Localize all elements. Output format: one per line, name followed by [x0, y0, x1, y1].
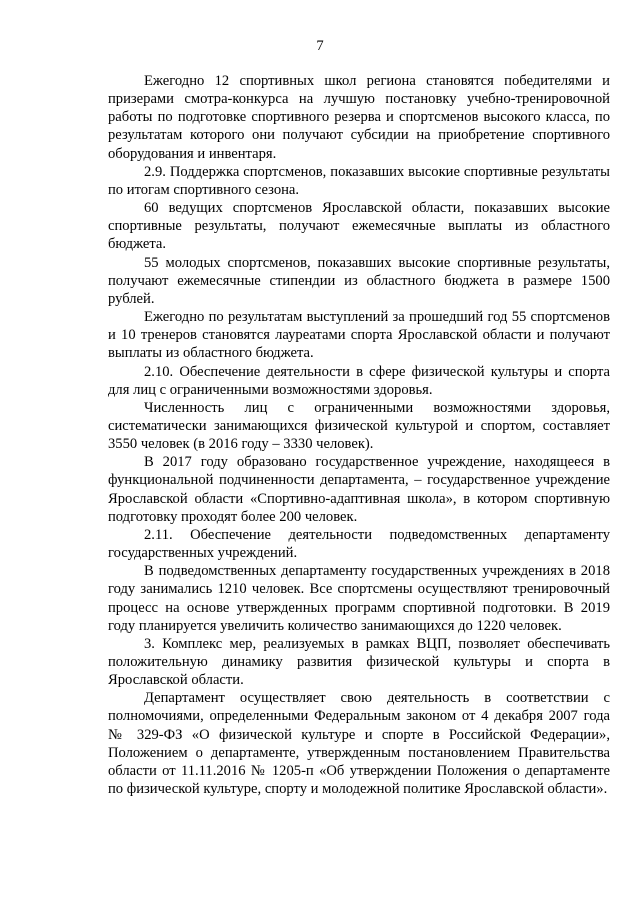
paragraph-annual-sports-schools: Ежегодно 12 спортивных школ региона становятся победителями и призерами смотра-конкурса на лучшую постановку учебно-тренировочной работы по подготовке спортивного резерва и спортсменов высокого класса, по результатам которого они получают субсидии на приобретение спортивного оборудования и инвентаря.	[108, 73, 610, 162]
paragraph-young-athletes-stipends: 55 молодых спортсменов, показавших высокие спортивные результаты, получают ежемесячные стипендии из областного бюджета в размере 1500 рублей.	[108, 254, 610, 307]
section-3-heading: 3. Комплекс мер, реализуемых в рамках ВЦП, позволяет обеспечивать положительную динамику развития физической культуры и спорта в Ярославской области.	[108, 635, 610, 689]
section-2-9-heading: 2.9. Поддержка спортсменов, показавших высокие спортивные результаты по итогам спортивного сезона.	[108, 163, 610, 198]
section-2-10-heading: 2.10. Обеспечение деятельности в сфере физической культуры и спорта для лиц с ограниченными возможностями здоровья.	[108, 363, 610, 398]
document-body	[108, 72, 610, 798]
paragraph-subordinate-institutions: В подведомственных департаменту государственных учреждениях в 2018 году занимались 1210 человек. Все спортсмены осуществляют тренировочный процесс на основе утвержденных программ спортивной подготовки. В 2019 году планируется увеличить количество занимающихся до 1220 человек.	[108, 563, 610, 634]
paragraph-sports-laureates: Ежегодно по результатам выступлений за прошедший год 55 спортсменов и 10 тренеров становятся лауреатами спорта Ярославской области и получают выплаты из областного бюджета.	[108, 309, 610, 362]
page-number: 7	[316, 38, 324, 54]
paragraph-adaptive-school: В 2017 году образовано государственное учреждение, находящееся в функциональной подчиненности департамента, – государственное учреждение Ярославской области «Спортивно-адаптивная школа», в котором спортивную подготовку проходят более 200 человек.	[108, 454, 610, 525]
section-2-11-heading: 2.11. Обеспечение деятельности подведомственных департаменту государственных учреждений.	[108, 526, 610, 562]
paragraph-disabled-participants: Численность лиц с ограниченными возможностями здоровья, систематически занимающихся физической культурой и спортом, составляет 3550 человек (в 2016 году – 3330 человек).	[108, 399, 610, 453]
paragraph-department-authority: Департамент осуществляет свою деятельность в соответствии с полномочиями, определенными Федеральным законом от 4 декабря 2007 года № 329-ФЗ «О физической культуре и спорте в Российской Федерации», Положением о департаменте, утвержденным постановлением Правительства области от 11.11.2016 № 1205-п «Об утверждении Положения о департаменте по физической культуре, спорту и молодежной политике Ярославской области».	[108, 690, 610, 798]
paragraph-leading-athletes: 60 ведущих спортсменов Ярославской области, показавших высокие спортивные результаты, получают ежемесячные выплаты из областного бюджета.	[108, 200, 610, 253]
